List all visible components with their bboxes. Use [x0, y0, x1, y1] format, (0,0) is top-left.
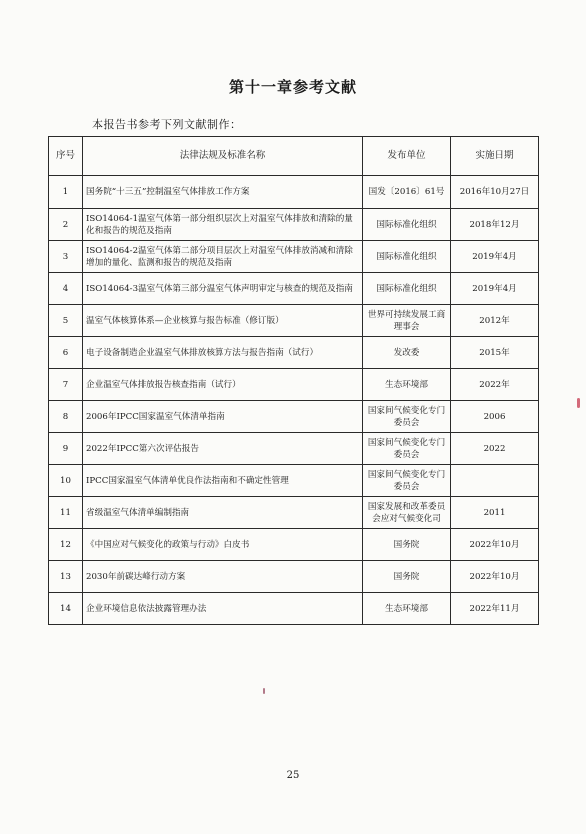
row-org: 国发〔2016〕61号 — [363, 176, 451, 209]
header-no: 序号 — [49, 137, 83, 176]
row-no: 3 — [49, 241, 83, 273]
row-name: 温室气体核算体系—企业核算与报告标准（修订版） — [83, 305, 363, 337]
row-date: 2015年 — [451, 337, 539, 369]
intro-text: 本报告书参考下列文献制作： — [92, 118, 242, 131]
row-org: 国家间气候变化专门委员会 — [363, 465, 451, 497]
row-org: 国务院 — [363, 529, 451, 561]
table-row — [49, 433, 539, 465]
row-org: 生态环境部 — [363, 369, 451, 401]
row-date: 2022年11月 — [451, 593, 539, 625]
row-date: 2022年10月 — [451, 561, 539, 593]
row-date: 2016年10月27日 — [451, 176, 539, 209]
row-date: 2019年4月 — [451, 273, 539, 305]
row-date: 2018年12月 — [451, 209, 539, 241]
row-date: 2022年10月 — [451, 529, 539, 561]
row-no: 4 — [49, 273, 83, 305]
table-row — [49, 209, 539, 241]
table-header-row — [49, 137, 539, 176]
row-org: 国家间气候变化专门委员会 — [363, 433, 451, 465]
row-name: ISO14064-3温室气体第三部分温室气体声明审定与核查的规范及指南 — [83, 273, 363, 305]
row-no: 6 — [49, 337, 83, 369]
row-date: 2012年 — [451, 305, 539, 337]
row-date — [451, 465, 539, 497]
row-no: 2 — [49, 209, 83, 241]
table-row — [49, 337, 539, 369]
row-date: 2006 — [451, 401, 539, 433]
table-row — [49, 273, 539, 305]
row-org: 世界可持续发展工商理事会 — [363, 305, 451, 337]
table-row — [49, 401, 539, 433]
row-org: 发改委 — [363, 337, 451, 369]
table-row — [49, 593, 539, 625]
row-name: 企业环境信息依法披露管理办法 — [83, 593, 363, 625]
ink-mark — [577, 398, 580, 408]
row-no: 1 — [49, 176, 83, 209]
row-name: 《中国应对气候变化的政策与行动》白皮书 — [83, 529, 363, 561]
page-title: 第十一章参考文献 — [228, 78, 357, 96]
row-name: 企业温室气体排放报告核查指南（试行） — [83, 369, 363, 401]
row-date: 2011 — [451, 497, 539, 529]
row-org: 生态环境部 — [363, 593, 451, 625]
row-name: 电子设备制造企业温室气体排放核算方法与报告指南（试行） — [83, 337, 363, 369]
row-no: 11 — [49, 497, 83, 529]
row-date: 2022年 — [451, 369, 539, 401]
row-no: 9 — [49, 433, 83, 465]
header-date: 实施日期 — [451, 137, 539, 176]
row-org: 国家发展和改革委员会应对气候变化司 — [363, 497, 451, 529]
page-number: 25 — [286, 770, 300, 781]
row-name: 国务院“十三五”控制温室气体排放工作方案 — [83, 176, 363, 209]
row-no: 13 — [49, 561, 83, 593]
table-row — [49, 176, 539, 209]
row-no: 10 — [49, 465, 83, 497]
row-name: IPCC国家温室气体清单优良作法指南和不确定性管理 — [83, 465, 363, 497]
row-name: ISO14064-1温室气体第一部分组织层次上对温室气体排放和清除的量化和报告的规范及指南 — [83, 209, 363, 241]
references-table — [48, 136, 539, 625]
table-row — [49, 305, 539, 337]
row-date: 2019年4月 — [451, 241, 539, 273]
row-name: 2030年前碳达峰行动方案 — [83, 561, 363, 593]
ink-mark — [263, 688, 265, 694]
table-row — [49, 369, 539, 401]
header-org: 发布单位 — [363, 137, 451, 176]
row-org: 国际标准化组织 — [363, 241, 451, 273]
row-no: 12 — [49, 529, 83, 561]
row-name: ISO14064-2温室气体第二部分项目层次上对温室气体排放消减和清除增加的量化、监测和报告的规范及指南 — [83, 241, 363, 273]
row-org: 国际标准化组织 — [363, 273, 451, 305]
row-no: 14 — [49, 593, 83, 625]
table-row — [49, 529, 539, 561]
row-date: 2022 — [451, 433, 539, 465]
row-no: 5 — [49, 305, 83, 337]
row-org: 国际标准化组织 — [363, 209, 451, 241]
table-row — [49, 561, 539, 593]
table-row — [49, 497, 539, 529]
row-name: 2006年IPCC国家温室气体清单指南 — [83, 401, 363, 433]
row-org: 国务院 — [363, 561, 451, 593]
table-row — [49, 241, 539, 273]
row-no: 8 — [49, 401, 83, 433]
header-name: 法律法规及标准名称 — [83, 137, 363, 176]
table-row — [49, 465, 539, 497]
row-org: 国家间气候变化专门委员会 — [363, 401, 451, 433]
row-name: 2022年IPCC第六次评估报告 — [83, 433, 363, 465]
row-no: 7 — [49, 369, 83, 401]
row-name: 省级温室气体清单编制指南 — [83, 497, 363, 529]
